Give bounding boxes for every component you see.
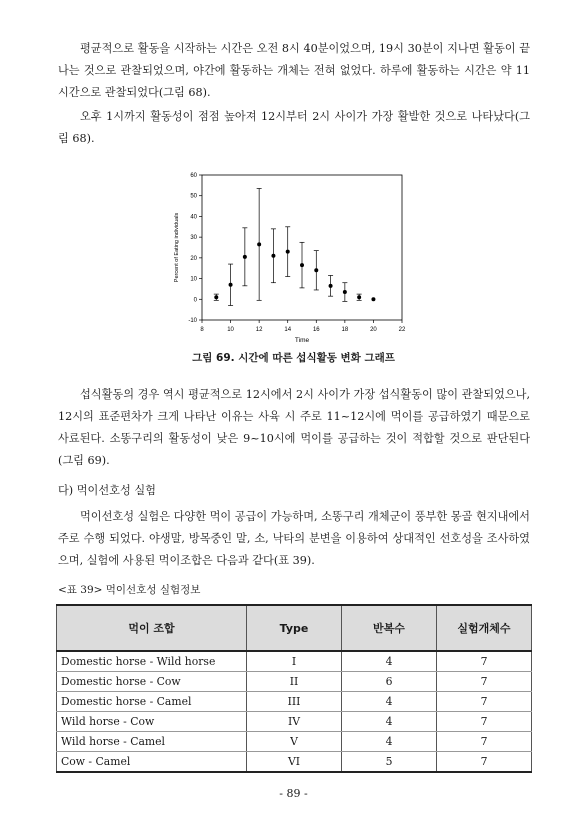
data-point: [257, 242, 261, 246]
paragraph-eating-activity: 섭식활동의 경우 역시 평균적으로 12시에서 2시 사이가 가장 섭식활동이 많이 관찰되었으나, 12시의 표준편차가 크게 나타난 이유는 사육 시 주로 11~12시에 먹이를 공급하였기 때문으로 사료된다. 소똥구리의 활동성이 낮은 9~10시에 먹이를 공급하는 것이 적합할 것으로 판단된다(그림 69).: [58, 388, 530, 467]
cell-type: V: [247, 732, 342, 752]
x-axis-label: Time: [294, 337, 310, 344]
cell-individuals: 7: [437, 651, 532, 672]
cell-type: II: [247, 672, 342, 692]
cell-combination: Wild horse - Cow: [57, 712, 247, 732]
data-point: [214, 295, 218, 299]
cell-type: IV: [247, 712, 342, 732]
data-point: [286, 250, 290, 254]
paragraph-activity-start: 평균적으로 활동을 시작하는 시간은 오전 8시 40분이었으며, 19시 30분이 지나면 활동이 끝나는 것으로 관찰되었으며, 야간에 활동하는 개체는 전혀 없었다. 하루에 활동하는 시간은 약 11시간으로 관찰되었다(그림 68).: [58, 42, 530, 99]
y-tick-label: 50: [190, 193, 197, 200]
data-point: [229, 283, 233, 287]
table-row: [57, 712, 532, 732]
food-preference-table: [56, 604, 532, 773]
cell-combination: Domestic horse - Wild horse: [57, 651, 247, 672]
cell-individuals: 7: [437, 732, 532, 752]
cell-combination: Cow - Camel: [57, 752, 247, 773]
x-tick-label: 22: [398, 327, 406, 333]
data-point: [314, 268, 318, 272]
figure-caption: 그림 69. 시간에 따른 섭식활동 변화 그래프: [192, 352, 395, 364]
y-tick-label: 10: [190, 276, 197, 283]
table-row: [57, 651, 532, 672]
y-tick-label: 60: [190, 173, 197, 179]
y-axis-label: Percent of Eating individuals: [174, 212, 180, 283]
header-food-combination: 먹이 조합: [57, 605, 247, 651]
cell-individuals: 7: [437, 692, 532, 712]
cell-type: VI: [247, 752, 342, 773]
x-tick-label: 14: [284, 327, 292, 333]
table-row: [57, 752, 532, 773]
header-type: Type: [247, 605, 342, 651]
x-tick-label: 8: [200, 327, 204, 333]
page-number: - 89 -: [279, 787, 308, 800]
cell-individuals: 7: [437, 752, 532, 773]
data-point: [329, 284, 333, 288]
cell-replicates: 5: [342, 752, 437, 773]
x-tick-label: 18: [341, 327, 349, 333]
data-point: [343, 290, 347, 294]
header-individuals: 실험개체수: [437, 605, 532, 651]
table-header-row: [57, 605, 532, 651]
eating-activity-chart: [165, 166, 415, 346]
y-tick-label: 40: [190, 214, 197, 221]
x-tick-label: 10: [227, 327, 234, 333]
x-tick-label: 20: [370, 327, 377, 333]
paragraph-activity-peak: 오후 1시까지 활동성이 점점 높아져 12시부터 2시 사이가 가장 활발한 것으로 나타났다(그림 68).: [58, 110, 530, 145]
paragraph-food-preference: 먹이선호성 실험은 다양한 먹이 공급이 가능하며, 소똥구리 개체군이 풍부한 몽골 현지내에서 주로 수행 되었다. 야생말, 방목중인 말, 소, 낙타의 분변을 이용하여 상대적인 선호성을 조사하였으며, 실험에 사용된 먹이조합은 다음과 같다(표 39).: [58, 510, 530, 567]
cell-replicates: 4: [342, 651, 437, 672]
data-point: [243, 255, 247, 259]
cell-combination: Domestic horse - Cow: [57, 672, 247, 692]
cell-combination: Domestic horse - Camel: [57, 692, 247, 712]
data-point: [357, 295, 361, 299]
data-point: [300, 263, 304, 267]
table-caption: <표 39> 먹이선호성 실험정보: [58, 584, 201, 596]
section-heading: 다) 먹이선호성 실험: [58, 484, 156, 497]
cell-type: I: [247, 651, 342, 672]
y-tick-label: 0: [193, 297, 197, 304]
x-tick-label: 16: [312, 327, 320, 333]
header-replicates: 반복수: [342, 605, 437, 651]
data-point: [371, 297, 375, 301]
table-row: [57, 732, 532, 752]
cell-replicates: 4: [342, 692, 437, 712]
cell-individuals: 7: [437, 672, 532, 692]
y-tick-label: -10: [188, 318, 197, 324]
cell-combination: Wild horse - Camel: [57, 732, 247, 752]
cell-replicates: 4: [342, 732, 437, 752]
cell-type: III: [247, 692, 342, 712]
x-tick-label: 12: [255, 327, 263, 333]
y-tick-label: 20: [190, 255, 197, 262]
y-tick-label: 30: [190, 235, 197, 242]
table-row: [57, 692, 532, 712]
cell-replicates: 4: [342, 712, 437, 732]
data-point: [271, 254, 275, 258]
cell-replicates: 6: [342, 672, 437, 692]
table-row: [57, 672, 532, 692]
cell-individuals: 7: [437, 712, 532, 732]
